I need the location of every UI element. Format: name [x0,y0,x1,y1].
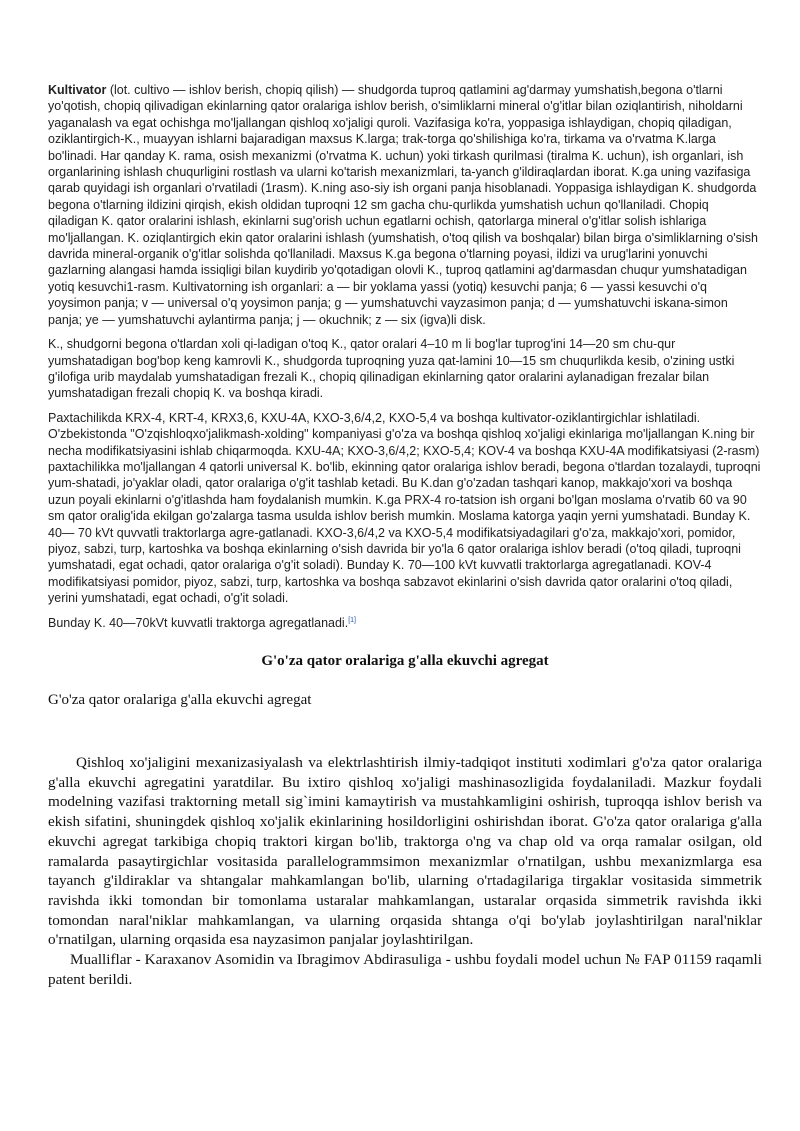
paragraph-authors-patent: Mualliflar - Karaxanov Asomidin va Ibragimov Abdirasuliga - ushbu foydali model uchun № FAP 01159 raqamli patent berildi. [48,951,762,988]
term-kultivator: Kultivator [48,83,107,97]
footnote-ref [348,616,356,623]
document-page [48,82,762,989]
paragraph-kultivator-definition [48,82,762,328]
section-heading: G'o'za qator oralariga g'alla ekuvchi agregat [261,653,549,669]
definition-text: (lot. cultivo — ishlov berish, chopiq qilish) — shudgorda tuproq qatlamini ag'darmay yumshatish,begona o'tlarni yo'qotish, chopiq qilivadigan ekinlarning qator oralariga ishlov berish, o'simliklarni mineral o'g'itlar bilan oziqlantirish, niholdarni yaganalash va egat ochishga mo'ljallangan qishloq xo'jaligi quroli. Vazifasiga ko'ra, yoppasiga ishlaydigan, chopiq qiladigan, oziklantirgich-K., muayyan ishlarni bajaradigan maxsus K.larga; trak-torga qo'shilishiga ko'ra, tirkama va o'rvatma K.larga bo'linadi. Har qanday K. rama, osish mexanizmi (o'rvatma K. uchun) yoki tirkash qurilmasi (tiralma K. uchun), ish organlari, ish organlarining ishlash chuqurligini rostlash va ularni ko'tarish mexanizmlari, ta-yanch g'ildiraqlardan iborat. K.ga uning vazifasiga qarab quyidagi ish organlari o'rvatiladi (1rasm). K.ning aso-siy ish organi panja hisoblanadi. Yoppasiga ishlaydigan K. shudgorda begona o'tlarning ildizini qirqish, ekish oldidan tuproqni 12 sm gacha chu-qurlikda yumshatish uchun qo'llaniladi. Chopiq qiladigan K. qator oralarini ishlash, ekinlarni sug'orish uchun egatlarni ochish, qatorlarga mineral o'g'itlar solish ishlariga mo'ljallangan. K. oziqlantirgich ekin qator oralarini ishlash (yumshatish, o'toq qilish va boshqalar) bilan birga o'simliklarning o'sish davrida mineral-organik o'g'itlar solishda qo'llaniladi. Maxsus K.ga begona o'tlarning poyasi, ildizi va urug'larini yonuvchi gazlarning alangasi hamda issiqligi bilan kuydirib yo'qotadigan olovli K., tuproq qatlamini ag'darmasdan chuqur yumshatadigan yotiq kesuvchi1-rasm. Kultivatorning ish organlari: a — bir yoklama yassi (yotiq) kesuvchi panja; 6 — yassi kesuvchi o'q yoysimon panja; v — universal o'q yoysimon panja; g — yumshatuvchi vayzasimon panja; d — yumshatuvchi iskana-simon panja; ye — yumshatuvchi aylantirma panja; j — okuchnik; z — six (igva)li disk. [48,83,758,327]
paragraph-agregat-description: Qishloq xo'jaligini mexanizasiyalash va elektrlashtirish ilmiy-tadqiqot instituti xodimlari g'o'za qator oralariga g'alla ekuvchi agregatini yaratdilar. Bu ixtiro qishloq xo'jaligi mashinasozligida foydalaniladi. Mazkur foydali modelning vazifasi traktorning metall sig`imini kamaytirish va mustahkamligini oshirish, tuproqqa ishlov berish va ekish sifatini, shuningdek qishloq xo'jalik ekinlarining hosildorligini oshirishdan iborat. G'o'za qator oralariga g'alla ekuvchi agregat tarkibiga chopiq traktori kirgan bo'lib, traktorga o'ng va chap old va orqa ramalar osilgan, old ramalarda pasaytirgichlar vositasida parallelogrammsimon mexanizmlar o'rnatilgan, ushbu mexanizmlarga esa tayanch g'ildiraklar va shtangalar mahkamlangan bo'lib, ularning o'rtadagilariga tirgaklar vositasida simmetrik ravishda ikki tomondan bir tomonlama ustaralar mahkamlangan, ustaralar orqasida simmetrik ravishda ikki tomondan naral'niklar mahkamlangan, va ularning orqasida shtanga o'qi bo'ylab joylashtirilgan naral'niklar o'rnatilgan, ularning orqasida esa nayzasimon panjalar joylashtirilgan. [48,754,762,949]
paragraph-kultivator-types: K., shudgorni begona o'tlardan xoli qi-ladigan o'toq K., qator oralari 4–10 m li bog'lar tuprog'ini 14—20 sm chu-qur yumshatadigan bog'bop keng kamrovli K., shudgorda tuproqning yuza qat-lamini 10—15 sm chuqurlikda kesib, o'zining ustki g'ilofiga urib maydalab yumshatadigan frezali K., chopiq qilinadigan ekinlarning qator oralarini aylanadigan frezalar bilan yumshatadigan frezali chopiq K. va boshqa kiradi. [48,337,735,401]
footnote-link[interactable]: [1] [348,616,356,624]
section-subheading: G'o'za qator oralariga g'alla ekuvchi agregat [48,692,312,708]
tractor-power-text: Bunday K. 40—70kVt kuvvatli traktorga agregatlanadi. [48,615,349,630]
paragraph-tractor-power [48,615,762,631]
paragraph-cotton-cultivators: Paxtachilikda KRX-4, KRT-4, KRX3,6, KXU-4A, KXO-3,6/4,2, KXO-5,4 va boshqa kultivator-oziklantirgichlar ishlatiladi. O'zbekistonda "O'zqishloqxo'jalikmash-xolding" kompaniyasi g'o'za va boshqa qishloq xo'jaligi ekinlariga mo'ljallangan K.ning bir necha modifikatsiyasini ishlab chiqarmoqda. KXU-4A; KXO-3,6/4,2; KXO-5,4; KOV-4 va boshqa KXU-4A modifikatsiyasi (2-rasm) paxtachilikka mo'ljallangan 4 qatorli universal K. bo'lib, ekinning qator oralariga ishlov beradi, begona o'tlardan tozalaydi, tuproqni yum-shatadi, jo'yaklar oladi, qator oralariga o'g'it tashlab ketadi. Bu K.dan g'o'zadan tashqari kanop, makkajo'xori va boshqa uzun poyali ekinlarni o'g'itlashda ham foydalanish mumkin. K.ga PRX-4 ro-tatsion ish organi bo'lgan moslama o'rvatib 60 va 90 sm qator oralig'ida ekilgan go'zalarga tasma usulda ishlov berish mumkin. Moslama katorga yaqin yerni yumshatadi. Bunday K. 40— 70 kVt quvvatli traktorlarga agre-gatlanadi. KXO-3,6/4,2 va KXO-5,4 modifikatsiyadagilari g'o'za, makkajo'xori, pomidor, piyoz, sabzi, turp, kartoshka va boshqa ekinlarning o'sish davrida bir yo'la 6 qator oralariga ishlov beradi (o'toq qiladi, tuproqni yumshatadi, egat ochadi, qator oralariga o'g'it soladi). Bunday K. 70—100 kVt kuvvatli traktorlarga agregatlanadi. KOV-4 modifikatsiyasi pomidor, piyoz, sabzi, turp, kartoshka va boshqa sabzavot ekinlarini o'sish davrida qator oralarini o'toq qiladi, yerini yumshatadi, egat ochadi, o'g'it soladi. [48,410,761,606]
